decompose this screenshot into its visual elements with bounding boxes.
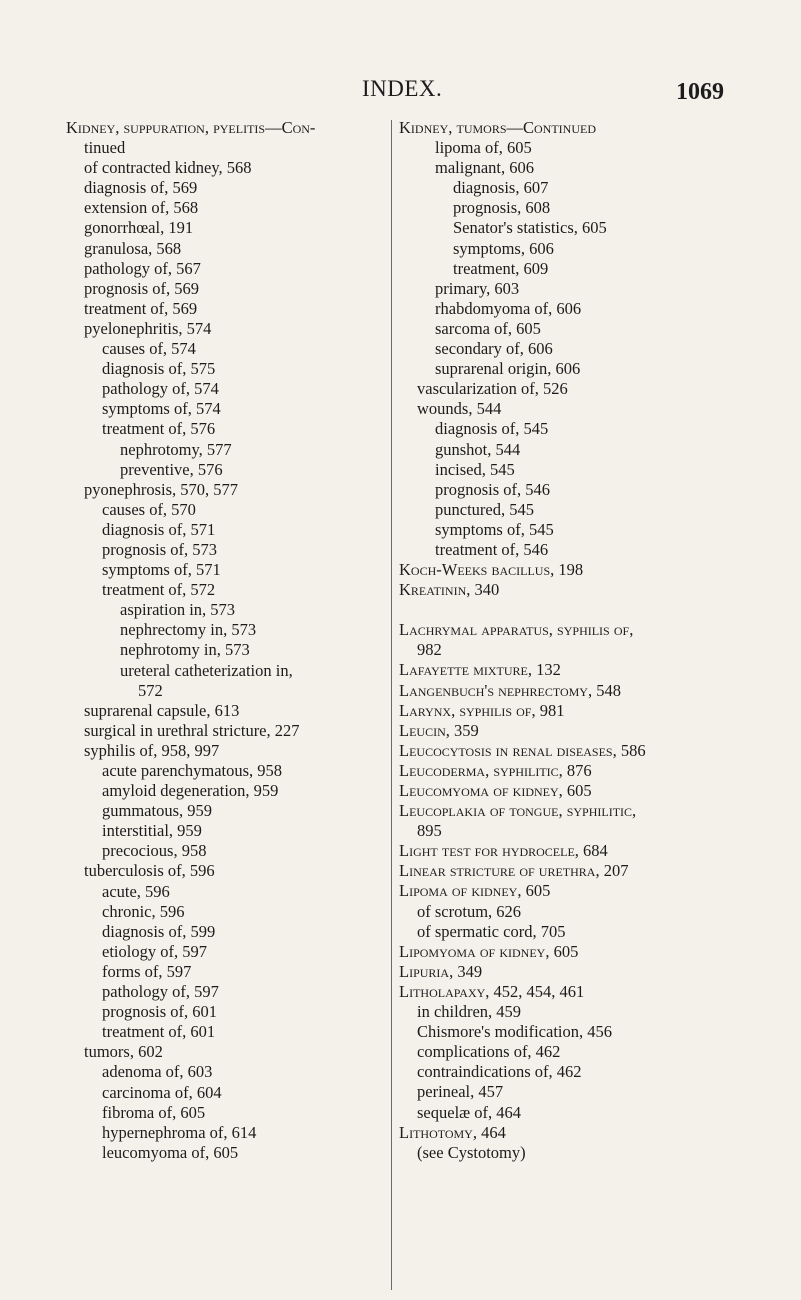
index-heading-entry: Koch-Weeks bacillus, 198 — [399, 560, 584, 580]
index-subentry: causes of, 570 — [102, 499, 196, 519]
index-heading-entry: Lipoma of kidney, 605 — [399, 881, 551, 901]
index-subentry: of contracted kidney, 568 — [84, 158, 252, 178]
index-subentry: surgical in urethral stricture, 227 — [84, 720, 300, 740]
index-subentry: Senator's statistics, 605 — [453, 218, 607, 238]
index-subentry: preventive, 576 — [120, 459, 223, 479]
index-subentry: diagnosis of, 569 — [84, 178, 198, 198]
index-subentry: diagnosis of, 545 — [435, 419, 549, 439]
index-subentry: perineal, 457 — [417, 1082, 504, 1102]
index-subentry: (see Cystotomy) — [417, 1142, 526, 1162]
index-subentry: contraindications of, 462 — [417, 1062, 582, 1082]
index-subentry: treatment, 609 — [453, 258, 549, 278]
index-subentry: symptoms, 606 — [453, 238, 554, 258]
index-subentry: prognosis, 608 — [453, 198, 551, 218]
index-subentry: complications of, 462 — [417, 1042, 561, 1062]
page-title: INDEX. — [362, 76, 443, 101]
index-heading-entry: Lafayette mixture, 132 — [399, 660, 561, 680]
index-heading-entry: Leucomyoma of kidney, 605 — [399, 781, 592, 800]
index-subentry: pathology of, 574 — [102, 379, 219, 399]
index-subentry: tuberculosis of, 596 — [84, 861, 215, 881]
index-subentry: symptoms of, 574 — [102, 399, 221, 419]
index-heading-entry: Linear stricture of urethra, 207 — [399, 861, 629, 881]
index-subentry: treatment of, 569 — [84, 298, 198, 318]
index-subentry: Chismore's modification, 456 — [417, 1022, 612, 1042]
index-subentry: hypernephroma of, 614 — [102, 1122, 257, 1142]
index-heading-entry: Leucoderma, syphilitic, 876 — [399, 760, 592, 780]
index-subentry: suprarenal capsule, 613 — [84, 700, 240, 720]
index-subentry: prognosis of, 569 — [84, 278, 200, 298]
index-subentry: pathology of, 567 — [84, 258, 201, 278]
index-subentry: treatment of, 572 — [102, 580, 216, 600]
index-heading-entry: Lachrymal apparatus, syphilis of, — [399, 620, 634, 640]
index-subentry: rhabdomyoma of, 606 — [435, 298, 582, 318]
index-subentry: secondary of, 606 — [435, 339, 553, 359]
index-subentry: acute parenchymatous, 958 — [102, 761, 283, 780]
index-subentry: symptoms of, 571 — [102, 560, 221, 580]
index-subentry: acute, 596 — [102, 881, 170, 901]
index-subentry: extension of, 568 — [84, 198, 199, 218]
index-subentry: treatment of, 546 — [435, 539, 549, 559]
index-subentry: diagnosis of, 599 — [102, 921, 216, 941]
index-subentry: nephrotomy, 577 — [120, 439, 232, 459]
index-heading-entry: Kidney, suppuration, pyelitis—Con- — [66, 118, 316, 137]
index-subentry: gunshot, 544 — [435, 439, 521, 459]
index-subentry: pyonephrosis, 570, 577 — [84, 479, 238, 499]
index-heading-entry: Kreatinin, 340 — [399, 580, 500, 600]
index-subentry: 982 — [417, 640, 442, 660]
index-subentry: punctured, 545 — [435, 499, 534, 519]
index-subentry: gonorrhœal, 191 — [84, 218, 194, 238]
index-subentry: pyelonephritis, 574 — [84, 318, 212, 338]
index-subentry: diagnosis of, 571 — [102, 519, 216, 539]
page-header — [0, 76, 801, 104]
index-subentry: precocious, 958 — [102, 841, 207, 861]
index-subentry: sequelæ of, 464 — [417, 1102, 522, 1122]
index-heading-entry: Litholapaxy, 452, 454, 461 — [399, 981, 585, 1001]
page-number: 1069 — [676, 79, 724, 105]
index-subentry: malignant, 606 — [435, 158, 534, 178]
index-column-right — [399, 118, 735, 1163]
index-subentry: tinued — [84, 138, 126, 158]
index-column-left — [66, 118, 388, 1163]
index-heading-entry: Light test for hydrocele, 684 — [399, 841, 608, 861]
index-subentry: diagnosis, 607 — [453, 178, 549, 198]
index-subentry: interstitial, 959 — [102, 821, 202, 841]
index-subentry: granulosa, 568 — [84, 238, 182, 258]
index-subentry: chronic, 596 — [102, 901, 185, 921]
index-subentry: of scrotum, 626 — [417, 901, 522, 921]
index-heading-entry: Larynx, syphilis of, 981 — [399, 700, 565, 720]
index-heading-entry: Langenbuch's nephrectomy, 548 — [399, 680, 621, 700]
index-heading-entry: Leucin, 359 — [399, 720, 479, 740]
index-subentry: suprarenal origin, 606 — [435, 359, 581, 379]
index-subentry: prognosis of, 546 — [435, 479, 551, 499]
index-subentry: fibroma of, 605 — [102, 1102, 206, 1122]
index-subentry: 572 — [138, 680, 163, 700]
index-subentry: diagnosis of, 575 — [102, 359, 216, 379]
index-subentry: 895 — [417, 821, 442, 841]
index-subentry: vascularization of, 526 — [417, 379, 568, 399]
index-subentry: gummatous, 959 — [102, 801, 212, 821]
index-heading-entry: Leucoplakia of tongue, syphilitic, — [399, 801, 637, 821]
index-heading-entry: Lipuria, 349 — [399, 961, 483, 981]
index-subentry: forms of, 597 — [102, 961, 192, 981]
index-gap — [399, 600, 735, 620]
index-subentry: lipoma of, 605 — [435, 138, 532, 158]
index-subentry: etiology of, 597 — [102, 941, 207, 961]
index-subentry: amyloid degeneration, 959 — [102, 781, 279, 801]
index-subentry: symptoms of, 545 — [435, 519, 554, 539]
index-subentry: primary, 603 — [435, 278, 520, 298]
index-subentry: treatment of, 601 — [102, 1022, 216, 1042]
index-subentry: sarcoma of, 605 — [435, 318, 541, 338]
index-subentry: tumors, 602 — [84, 1042, 163, 1062]
index-subentry: treatment of, 576 — [102, 419, 216, 439]
index-subentry: syphilis of, 958, 997 — [84, 740, 220, 760]
index-heading-entry: Leucocytosis in renal diseases, 586 — [399, 740, 646, 760]
index-subentry: nephrectomy in, 573 — [120, 620, 257, 640]
index-subentry: pathology of, 597 — [102, 982, 219, 1002]
index-subentry: carcinoma of, 604 — [102, 1082, 222, 1102]
index-subentry: adenoma of, 603 — [102, 1062, 213, 1082]
index-subentry: wounds, 544 — [417, 399, 502, 419]
index-subentry: prognosis of, 601 — [102, 1002, 218, 1022]
index-heading-entry: Lipomyoma of kidney, 605 — [399, 941, 579, 961]
index-heading-entry: Kidney, tumors—Continued — [399, 118, 596, 137]
index-subentry: leucomyoma of, 605 — [102, 1142, 239, 1162]
index-subentry: causes of, 574 — [102, 339, 196, 359]
index-subentry: prognosis of, 573 — [102, 539, 218, 559]
index-subentry: of spermatic cord, 705 — [417, 921, 566, 941]
index-subentry: nephrotomy in, 573 — [120, 640, 250, 660]
column-divider — [391, 120, 392, 1290]
index-subentry: ureteral catheterization in, — [120, 660, 293, 680]
index-subentry: aspiration in, 573 — [120, 600, 236, 620]
index-subentry: in children, 459 — [417, 1002, 522, 1022]
index-heading-entry: Lithotomy, 464 — [399, 1122, 506, 1142]
index-subentry: incised, 545 — [435, 459, 515, 479]
